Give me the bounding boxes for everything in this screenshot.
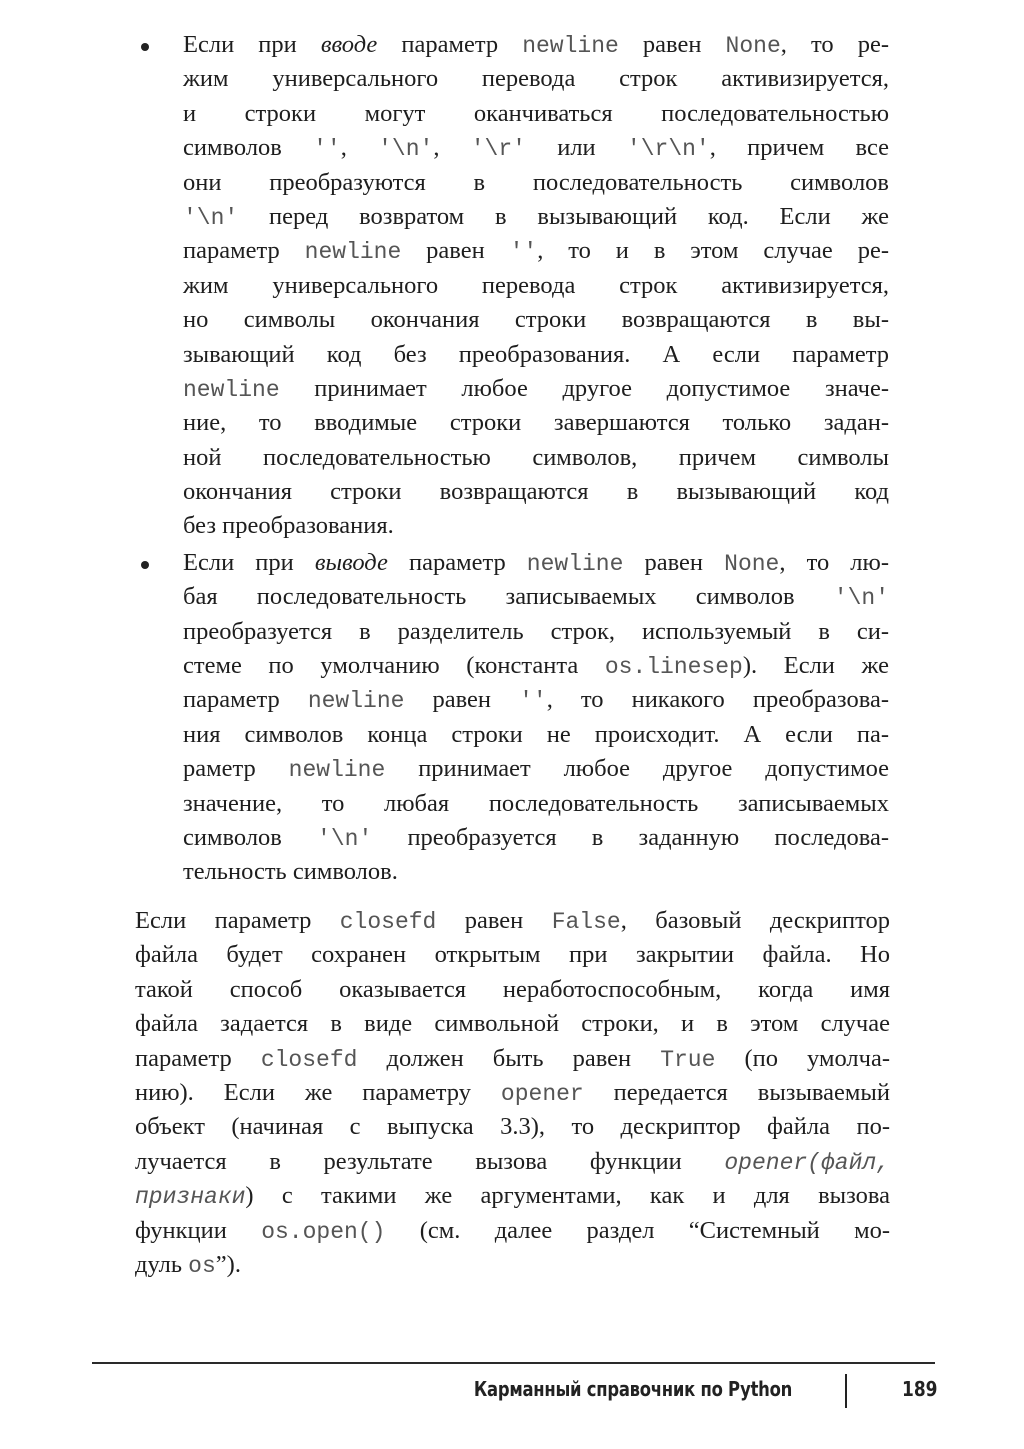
bullet-item-output (0, 546, 889, 890)
page-number: 189 (902, 1377, 938, 1401)
text-line: файла задается в виде символьной строки, и в этом случае (135, 1010, 890, 1038)
text-line: зывающий код без преобразования. А если параметр (183, 340, 889, 368)
text-line: жим универсального перевода строк активизируется, (183, 65, 889, 93)
closefd-paragraph (135, 904, 890, 1282)
bullet-dot (141, 43, 149, 51)
text-line: Если при выводе параметр newline равен None, то лю- (183, 548, 889, 577)
code-span: newline (304, 239, 402, 266)
text-line: тельность символов. (183, 858, 398, 886)
code-span: closefd (339, 909, 437, 935)
bullet-item-input (0, 28, 889, 544)
code-italic-span: признаки (135, 1184, 246, 1211)
code-span: closefd (260, 1046, 358, 1073)
text-line: '\n' перед возвратом в вызывающий код. Если же (183, 202, 889, 231)
text-line: объект (начиная с выпуска 3.3), то дескриптор файла по- (135, 1113, 890, 1141)
text-line: ния символов конца строки не происходит. А если па- (183, 720, 889, 748)
code-span: newline (288, 757, 386, 784)
text-line: бая последовательность записываемых символов '\n' (183, 583, 889, 612)
code-span: newline (526, 550, 624, 577)
text-line: но символы окончания строки возвращаются в вы- (183, 306, 889, 334)
text-line: такой способ оказывается неработоспособным, когда имя (135, 975, 890, 1003)
code-span: None (725, 33, 781, 59)
text-line: Если при вводе параметр newline равен None, то ре- (183, 31, 889, 59)
code-span: opener (500, 1080, 584, 1107)
text-line: преобразуется в разделитель строк, используемый в си- (183, 617, 889, 645)
text-line: параметр newline равен '', то никакого преобразова- (183, 686, 889, 715)
code-span: '' (313, 136, 341, 163)
bullet-text-input (183, 28, 889, 544)
code-span: '' (509, 239, 538, 266)
footer-rule (92, 1362, 935, 1364)
text-line: символов '', '\n', '\r' или '\r\n', причем все (183, 134, 890, 163)
code-span: '\r' (470, 136, 526, 163)
bullet-text-output (183, 546, 889, 890)
code-span: False (551, 909, 621, 935)
text-line: лучается в результате вызова функции opener(файл, (135, 1147, 890, 1176)
code-span: os (188, 1252, 216, 1279)
footer-book-title: Карманный справочник по Python (473, 1377, 792, 1401)
text-line: параметр closefd должен быть равен True (по умолча- (135, 1044, 890, 1073)
code-span: newline (183, 376, 280, 403)
code-span: None (724, 550, 780, 577)
code-span: '\r\n' (626, 136, 710, 163)
text-line: жим универсального перевода строк активизируется, (183, 271, 889, 299)
bullet-dot (141, 561, 149, 569)
code-span: os.open() (261, 1218, 386, 1245)
text-line: символов '\n' преобразуется в заданную последова- (183, 823, 889, 852)
text-line: newline принимает любое другое допустимое значе- (183, 374, 889, 403)
bullet-list (0, 28, 1024, 890)
text-line: они преобразуются в последовательность символов (183, 168, 889, 196)
code-span: True (660, 1046, 716, 1073)
text-line: ной последовательностью символов, причем символы (183, 443, 889, 471)
code-span: '\n' (378, 136, 434, 163)
text-line: стеме по умолчанию (константа os.linesep). Если же (183, 652, 889, 681)
text-line: функции os.open() (см. далее раздел “Системный мо- (135, 1216, 890, 1245)
code-span: '' (519, 688, 547, 715)
text-line: Если параметр closefd равен False, базовый дескриптор (135, 907, 890, 935)
text-line: признаки) с такими же аргументами, как и для вызова (135, 1182, 890, 1211)
text-line: окончания строки возвращаются в вызывающий код (183, 478, 889, 506)
italic-span: вводе (320, 31, 378, 58)
code-span: '\n' (317, 825, 373, 852)
code-span: '\n' (833, 585, 889, 612)
code-span: os.linesep (604, 654, 743, 681)
code-span: newline (522, 33, 619, 59)
text-line: дуль os”). (135, 1250, 241, 1279)
text-line: раметр newline принимает любое другое допустимое (183, 755, 890, 784)
text-line: без преобразования. (183, 512, 394, 540)
code-span: newline (307, 688, 405, 715)
code-italic-span: opener(файл, (724, 1149, 890, 1176)
text-line: значение, то любая последовательность записываемых (183, 789, 889, 817)
text-line: ние, то вводимые строки завершаются только задан- (183, 409, 889, 437)
text-line: и строки могут оканчиваться последовательностью (183, 99, 889, 127)
text-line: параметр newline равен '', то и в этом случае ре- (183, 237, 889, 266)
code-span: '\n' (183, 204, 239, 231)
text-line: файла будет сохранен открытым при закрытии файла. Но (135, 941, 890, 969)
footer-separator (845, 1374, 847, 1408)
text-line: нию). Если же параметру opener передается вызываемый (135, 1078, 891, 1107)
italic-span: выводе (314, 548, 388, 576)
